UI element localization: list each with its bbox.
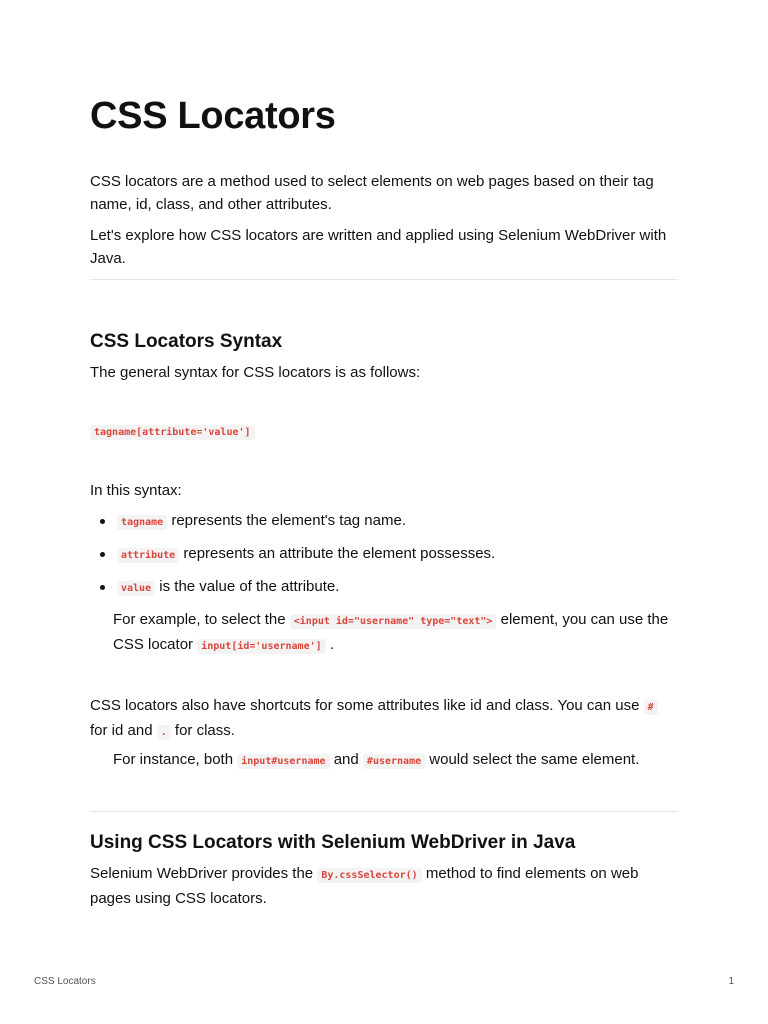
- shortcuts-text: for class.: [174, 722, 235, 739]
- list-item: [90, 509, 678, 542]
- section-heading-selenium: Using CSS Locators with Selenium WebDriver in Java: [90, 832, 576, 853]
- inline-code: <input id="username" type="text">: [290, 614, 497, 629]
- bullet-text: represents the element's tag name.: [171, 512, 406, 529]
- list-item: [90, 542, 678, 575]
- inline-code: .: [157, 725, 171, 740]
- list-item: [90, 575, 678, 608]
- selenium-paragraph: [90, 862, 678, 910]
- selenium-text: method to find elements on web pages using CSS locators.: [90, 865, 639, 907]
- example-paragraph: [113, 608, 678, 658]
- footer-page-number: 1: [728, 976, 734, 987]
- intro-paragraph-1: CSS locators are a method used to select elements on web pages based on their tag name, id, class, and other attributes.: [90, 173, 654, 213]
- instance-text: For instance, both: [113, 751, 234, 768]
- section-divider: [90, 279, 678, 280]
- instance-paragraph: [113, 748, 678, 773]
- inline-code: attribute: [117, 548, 179, 563]
- inline-code: value: [117, 581, 155, 596]
- in-this-syntax-text: In this syntax:: [90, 482, 182, 499]
- shortcuts-text: CSS locators also have shortcuts for some attributes like id and class. You can use: [90, 697, 640, 714]
- bullet-text: represents an attribute the element possesses.: [183, 545, 496, 562]
- example-text: For example, to select the: [113, 611, 286, 628]
- page-title: CSS Locators: [90, 95, 336, 137]
- example-text: .: [329, 636, 334, 653]
- footer-document-title: CSS Locators: [34, 976, 96, 987]
- inline-code: input[id='username']: [197, 639, 325, 654]
- section-divider: [90, 811, 678, 812]
- syntax-lead-text: The general syntax for CSS locators is as follows:: [90, 364, 421, 381]
- inline-code: #: [644, 700, 658, 715]
- inline-code: #username: [363, 754, 425, 769]
- instance-text: would select the same element.: [429, 751, 640, 768]
- inline-code: input#username: [237, 754, 329, 769]
- bullet-text: is the value of the attribute.: [159, 578, 340, 595]
- selenium-text: Selenium WebDriver provides the: [90, 865, 314, 882]
- shortcuts-paragraph: [90, 694, 678, 744]
- syntax-code: tagname[attribute='value']: [90, 425, 255, 440]
- syntax-code-block: [90, 421, 255, 443]
- section-heading-syntax: CSS Locators Syntax: [90, 331, 283, 352]
- shortcuts-text: for id and: [90, 722, 153, 739]
- example-text: element, you can use the CSS locator: [113, 611, 669, 653]
- instance-text: and: [333, 751, 359, 768]
- inline-code: tagname: [117, 515, 167, 530]
- syntax-bullet-list: [90, 509, 678, 608]
- inline-code: By.cssSelector(): [317, 868, 421, 883]
- intro-paragraph-2: Let's explore how CSS locators are written and applied using Selenium WebDriver with Java.: [90, 227, 667, 267]
